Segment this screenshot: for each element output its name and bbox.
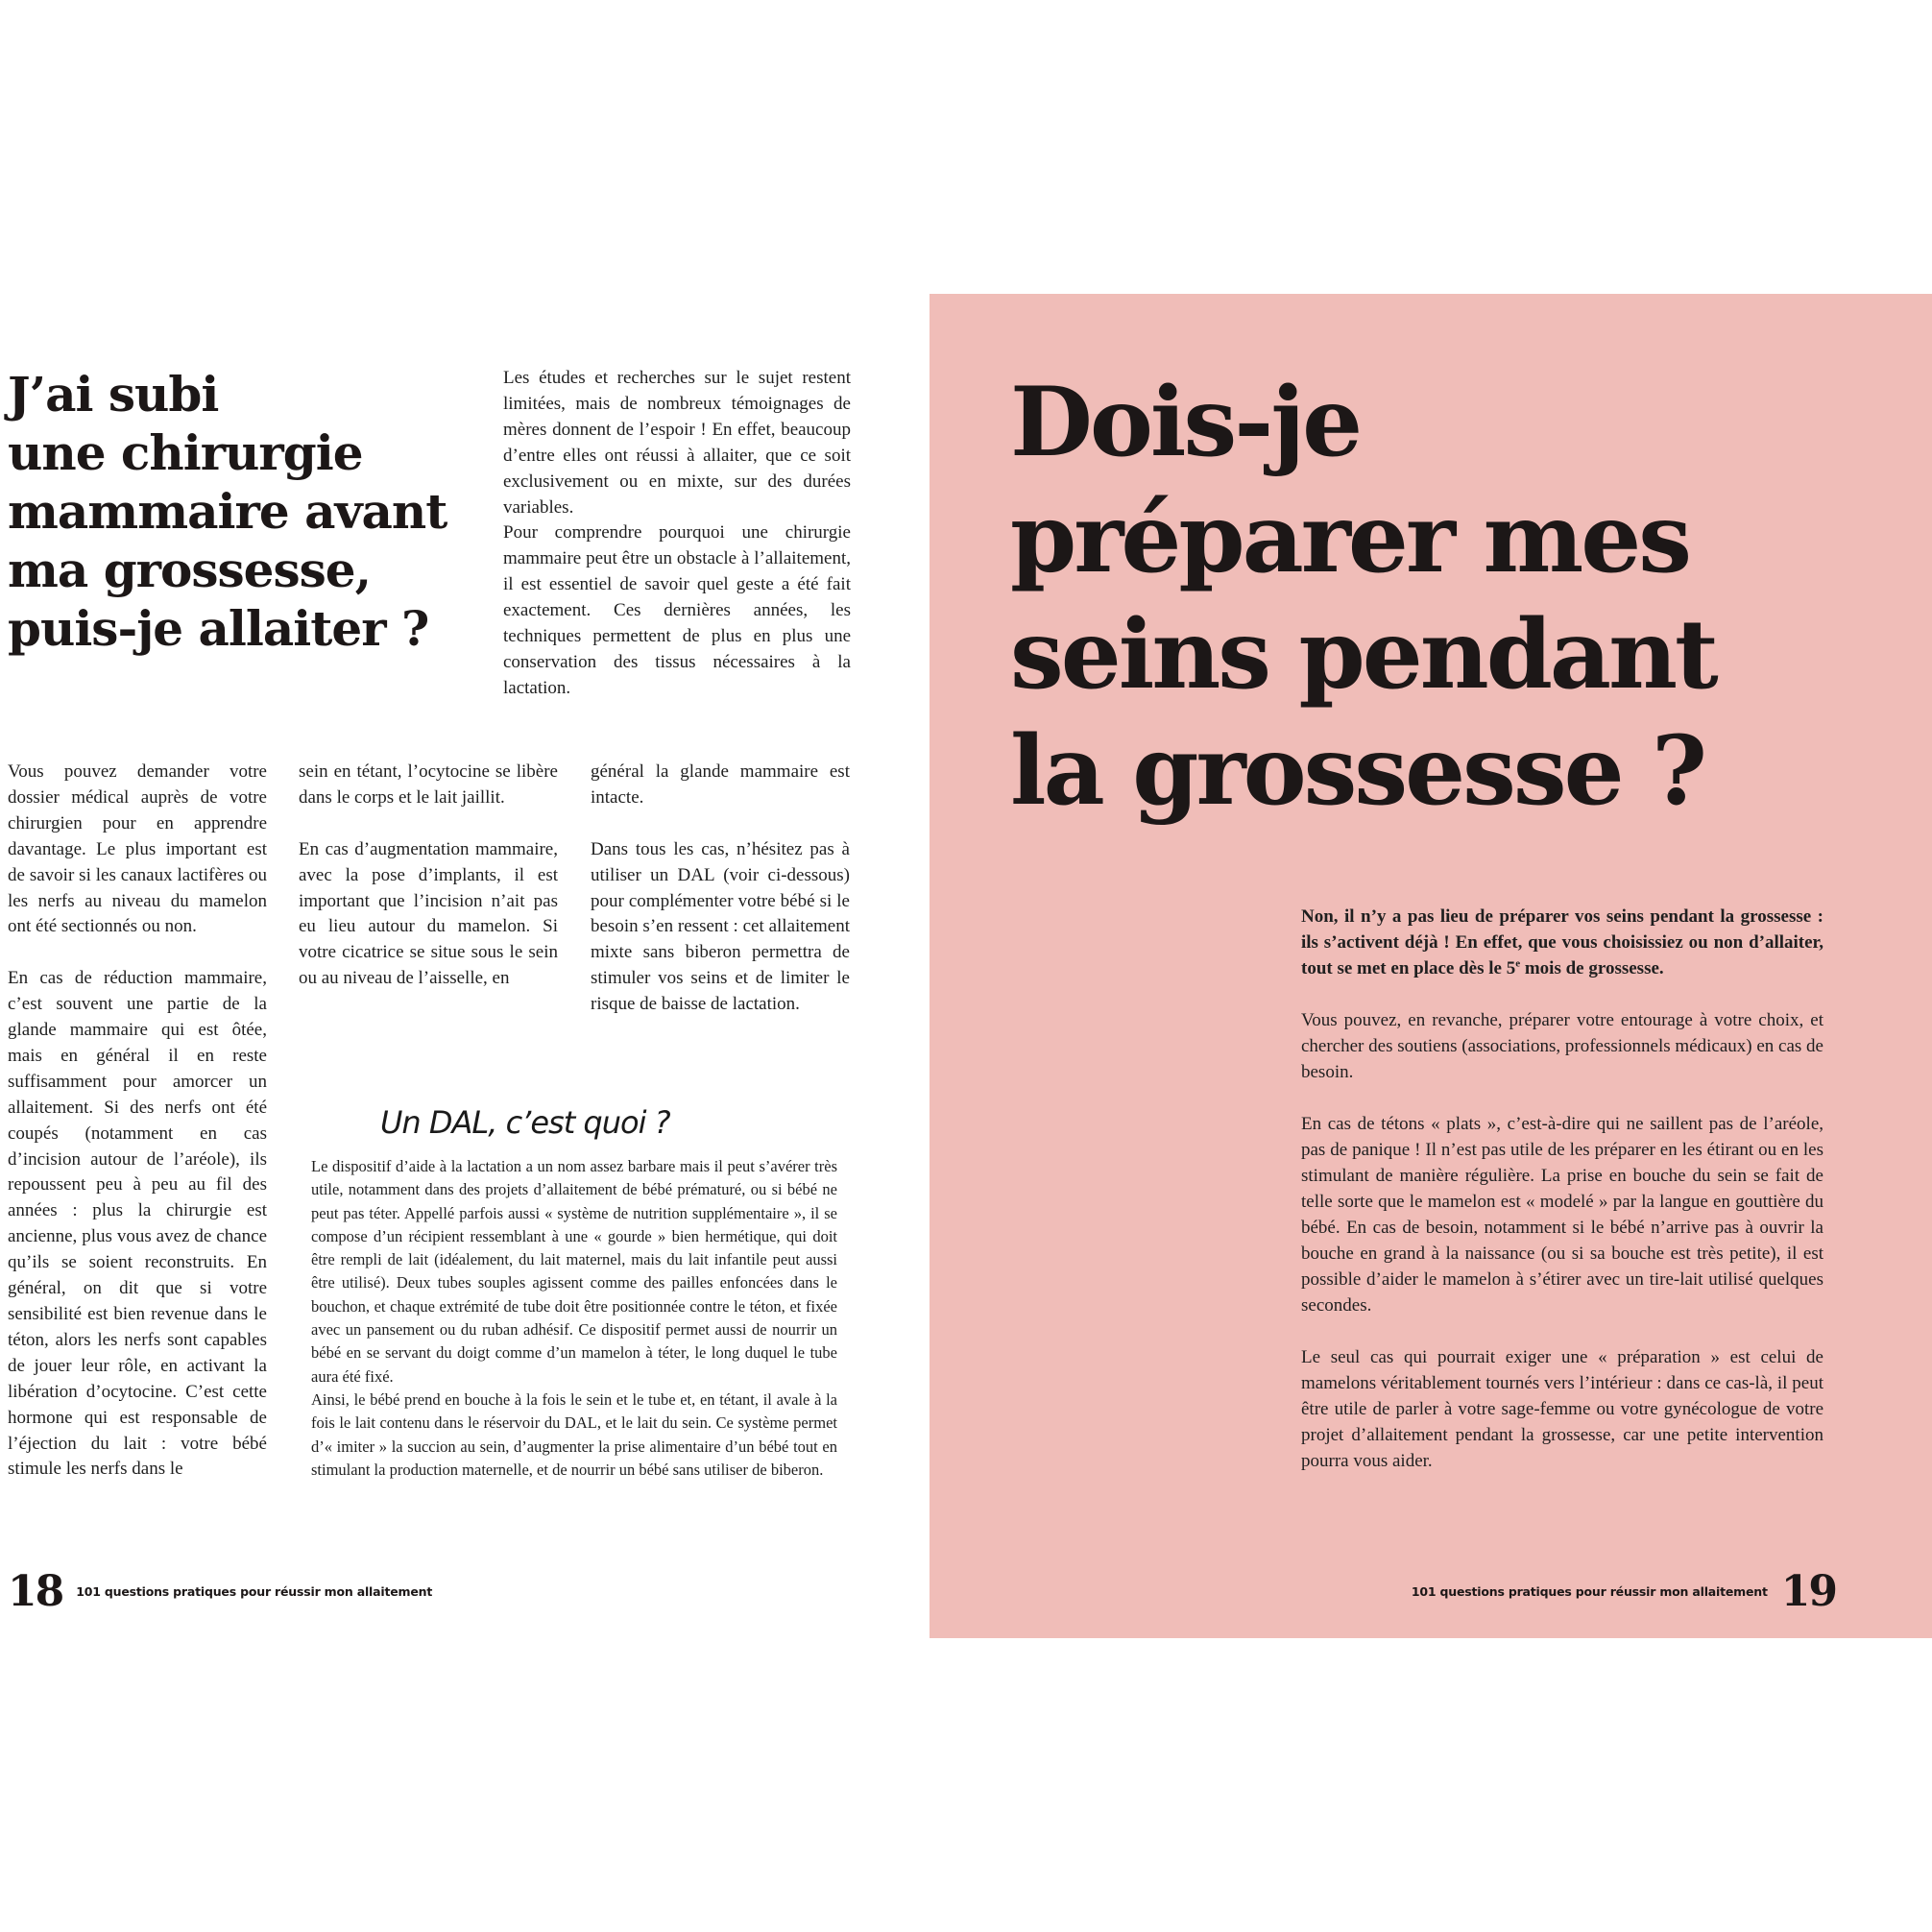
right-body-text	[1301, 904, 1823, 1474]
body-paragraph: En cas de réduction mammaire, c’est souvent une partie de la glande mammaire qui est ôtée, mais en général il en reste suffisamment pour amorcer un allaitement. Si des nerfs ont été coupés (notamment en cas d’incision autour de l’aréole), ils repoussent peu à peu au fil des années : plus la chirurgie est ancienne, plus vous avez de chance qu’ils se soient reconstruits. En général, on dit que si votre sensibilité est bien revenue dans le téton, alors les nerfs sont capables de jouer leur rôle, en activant la libération d’ocytocine. C’est cette hormone qui est responsable de l’éjection du lait : votre bébé stimule les nerfs dans le	[8, 968, 267, 1480]
body-paragraph: Le seul cas qui pourrait exiger une « préparation » est celui de mamelons véritablement tournés vers l’intérieur : dans ce cas-là, il peut être utile de parler à votre sage-femme ou votre gynécologue de votre projet d’allaitement pendant la grossesse, car une petite intervention pourra vous aider.	[1301, 1347, 1823, 1471]
dal-paragraph: Ainsi, le bébé prend en bouche à la fois le sein et le tube et, en tétant, il avale à la fois le lait contenu dans le réservoir du DAL, et le lait du sein. Ce système permet d’« imiter » la succion au sein, d’augmenter la prise alimentaire d’un bébé tout en stimulant la production maternelle, et de nourrir un bébé sans utiliser de biberon.	[311, 1389, 837, 1479]
left-column-3	[591, 760, 850, 1018]
page-number: 18	[8, 1566, 63, 1616]
body-paragraph: En cas d’augmentation mammaire, avec la pose d’implants, il est important que l’incision n’ait pas eu lieu autour du mamelon. Si votre cicatrice se situe sous le sein ou au niveau de l’aisselle, en	[299, 838, 558, 989]
body-paragraph: Vous pouvez demander votre dossier médical auprès de votre chirurgien pour en apprendre davantage. Le plus important est de savoir si les canaux lactifères ou les nerfs au niveau du mamelon ont été sectionnés ou non.	[8, 761, 267, 937]
body-paragraph: En cas de tétons « plats », c’est-à-dire qui ne saillent pas de l’aréole, pas de panique ! Il n’est pas utile de les préparer en les étirant ou en les stimulant de manière régulière. La prise en bouche du sein se fait de telle sorte que le mamelon est « modelé » par la langue en gouttière du bébé. En cas de besoin, notamment si le bébé n’arrive pas à ouvrir la bouche en grand à la naissance (ou si sa bouche est très petite), il est possible d’aider le mamelon à s’étirer avec un tire-lait utilisé quelques secondes.	[1301, 1114, 1823, 1316]
body-paragraph: Vous pouvez, en revanche, préparer votre entourage à votre choix, et chercher des soutiens (associations, professionnels médicaux) en cas de besoin.	[1301, 1010, 1823, 1082]
left-page-title: J’ai subi une chirurgie mammaire avant ma grossesse, puis-je allaiter ?	[8, 366, 447, 657]
left-column-1	[8, 760, 267, 1483]
dal-box-text	[311, 1155, 837, 1482]
intro-paragraph: Pour comprendre pourquoi une chirurgie mammaire peut être un obstacle à l’allaitement, il est essentiel de savoir quel geste a été fait exactement. Ces dernières années, les techniques permettent de plus en plus une conservation des tissus nécessaires à la lactation.	[503, 522, 851, 698]
left-column-2	[299, 760, 558, 992]
right-page-footer	[1412, 1567, 1836, 1615]
lead-paragraph: Non, il n’y a pas lieu de préparer vos seins pendant la grossesse : ils s’activent déjà ! En effet, que vous choisissiez ou non d’allaiter, tout se met en place dès le 5e mois de grossesse.	[1301, 906, 1823, 978]
book-title-footer: 101 questions pratiques pour réussir mon allaitement	[76, 1583, 433, 1599]
body-paragraph: général la glande mammaire est intacte.	[591, 761, 850, 808]
left-page-footer	[8, 1567, 432, 1615]
dal-box-title: Un DAL, c’est quoi ?	[380, 1104, 670, 1141]
intro-paragraph: Les études et recherches sur le sujet restent limitées, mais de nombreux témoignages de mères donnent de l’espoir ! En effet, beaucoup d’entre elles ont réussi à allaiter, que ce soit exclusivement ou en mixte, sur des durées variables.	[503, 368, 851, 518]
page-number: 19	[1780, 1566, 1836, 1616]
body-paragraph: Dans tous les cas, n’hésitez pas à utiliser un DAL (voir ci-dessous) pour complémenter votre bébé si le besoin s’en ressent : cet allaitement mixte sans biberon permettra de stimuler vos seins et de limiter le risque de baisse de lactation.	[591, 838, 850, 1015]
book-title-footer: 101 questions pratiques pour réussir mon allaitement	[1411, 1583, 1768, 1599]
left-intro-text	[503, 366, 851, 702]
body-paragraph: sein en tétant, l’ocytocine se libère dans le corps et le lait jaillit.	[299, 761, 558, 808]
right-page-title: Dois-je préparer mes seins pendant la grossesse ?	[1010, 367, 1716, 827]
dal-paragraph: Le dispositif d’aide à la lactation a un nom assez barbare mais il peut s’avérer très utile, notamment dans des projets d’allaitement de bébé prématuré, ou si bébé ne peut pas téter. Appellé parfois aussi « système de nutrition supplémentaire », il se compose d’un récipient ressemblant à une « gourde » bien hermétique, qui doit être rempli de lait (idéalement, du lait maternel, mais du lait infantile peut aussi être utilisé). Deux tubes souples agissent comme des pailles enfoncées dans le bouchon, et chaque extrémité de tube doit être positionnée contre le téton, et fixée avec un pansement ou du ruban adhésif. Ce dispositif permet aussi de nourrir un bébé en se servant du doigt comme d’un mamelon à téter, le long duquel le tube aura été fixé.	[311, 1157, 837, 1386]
